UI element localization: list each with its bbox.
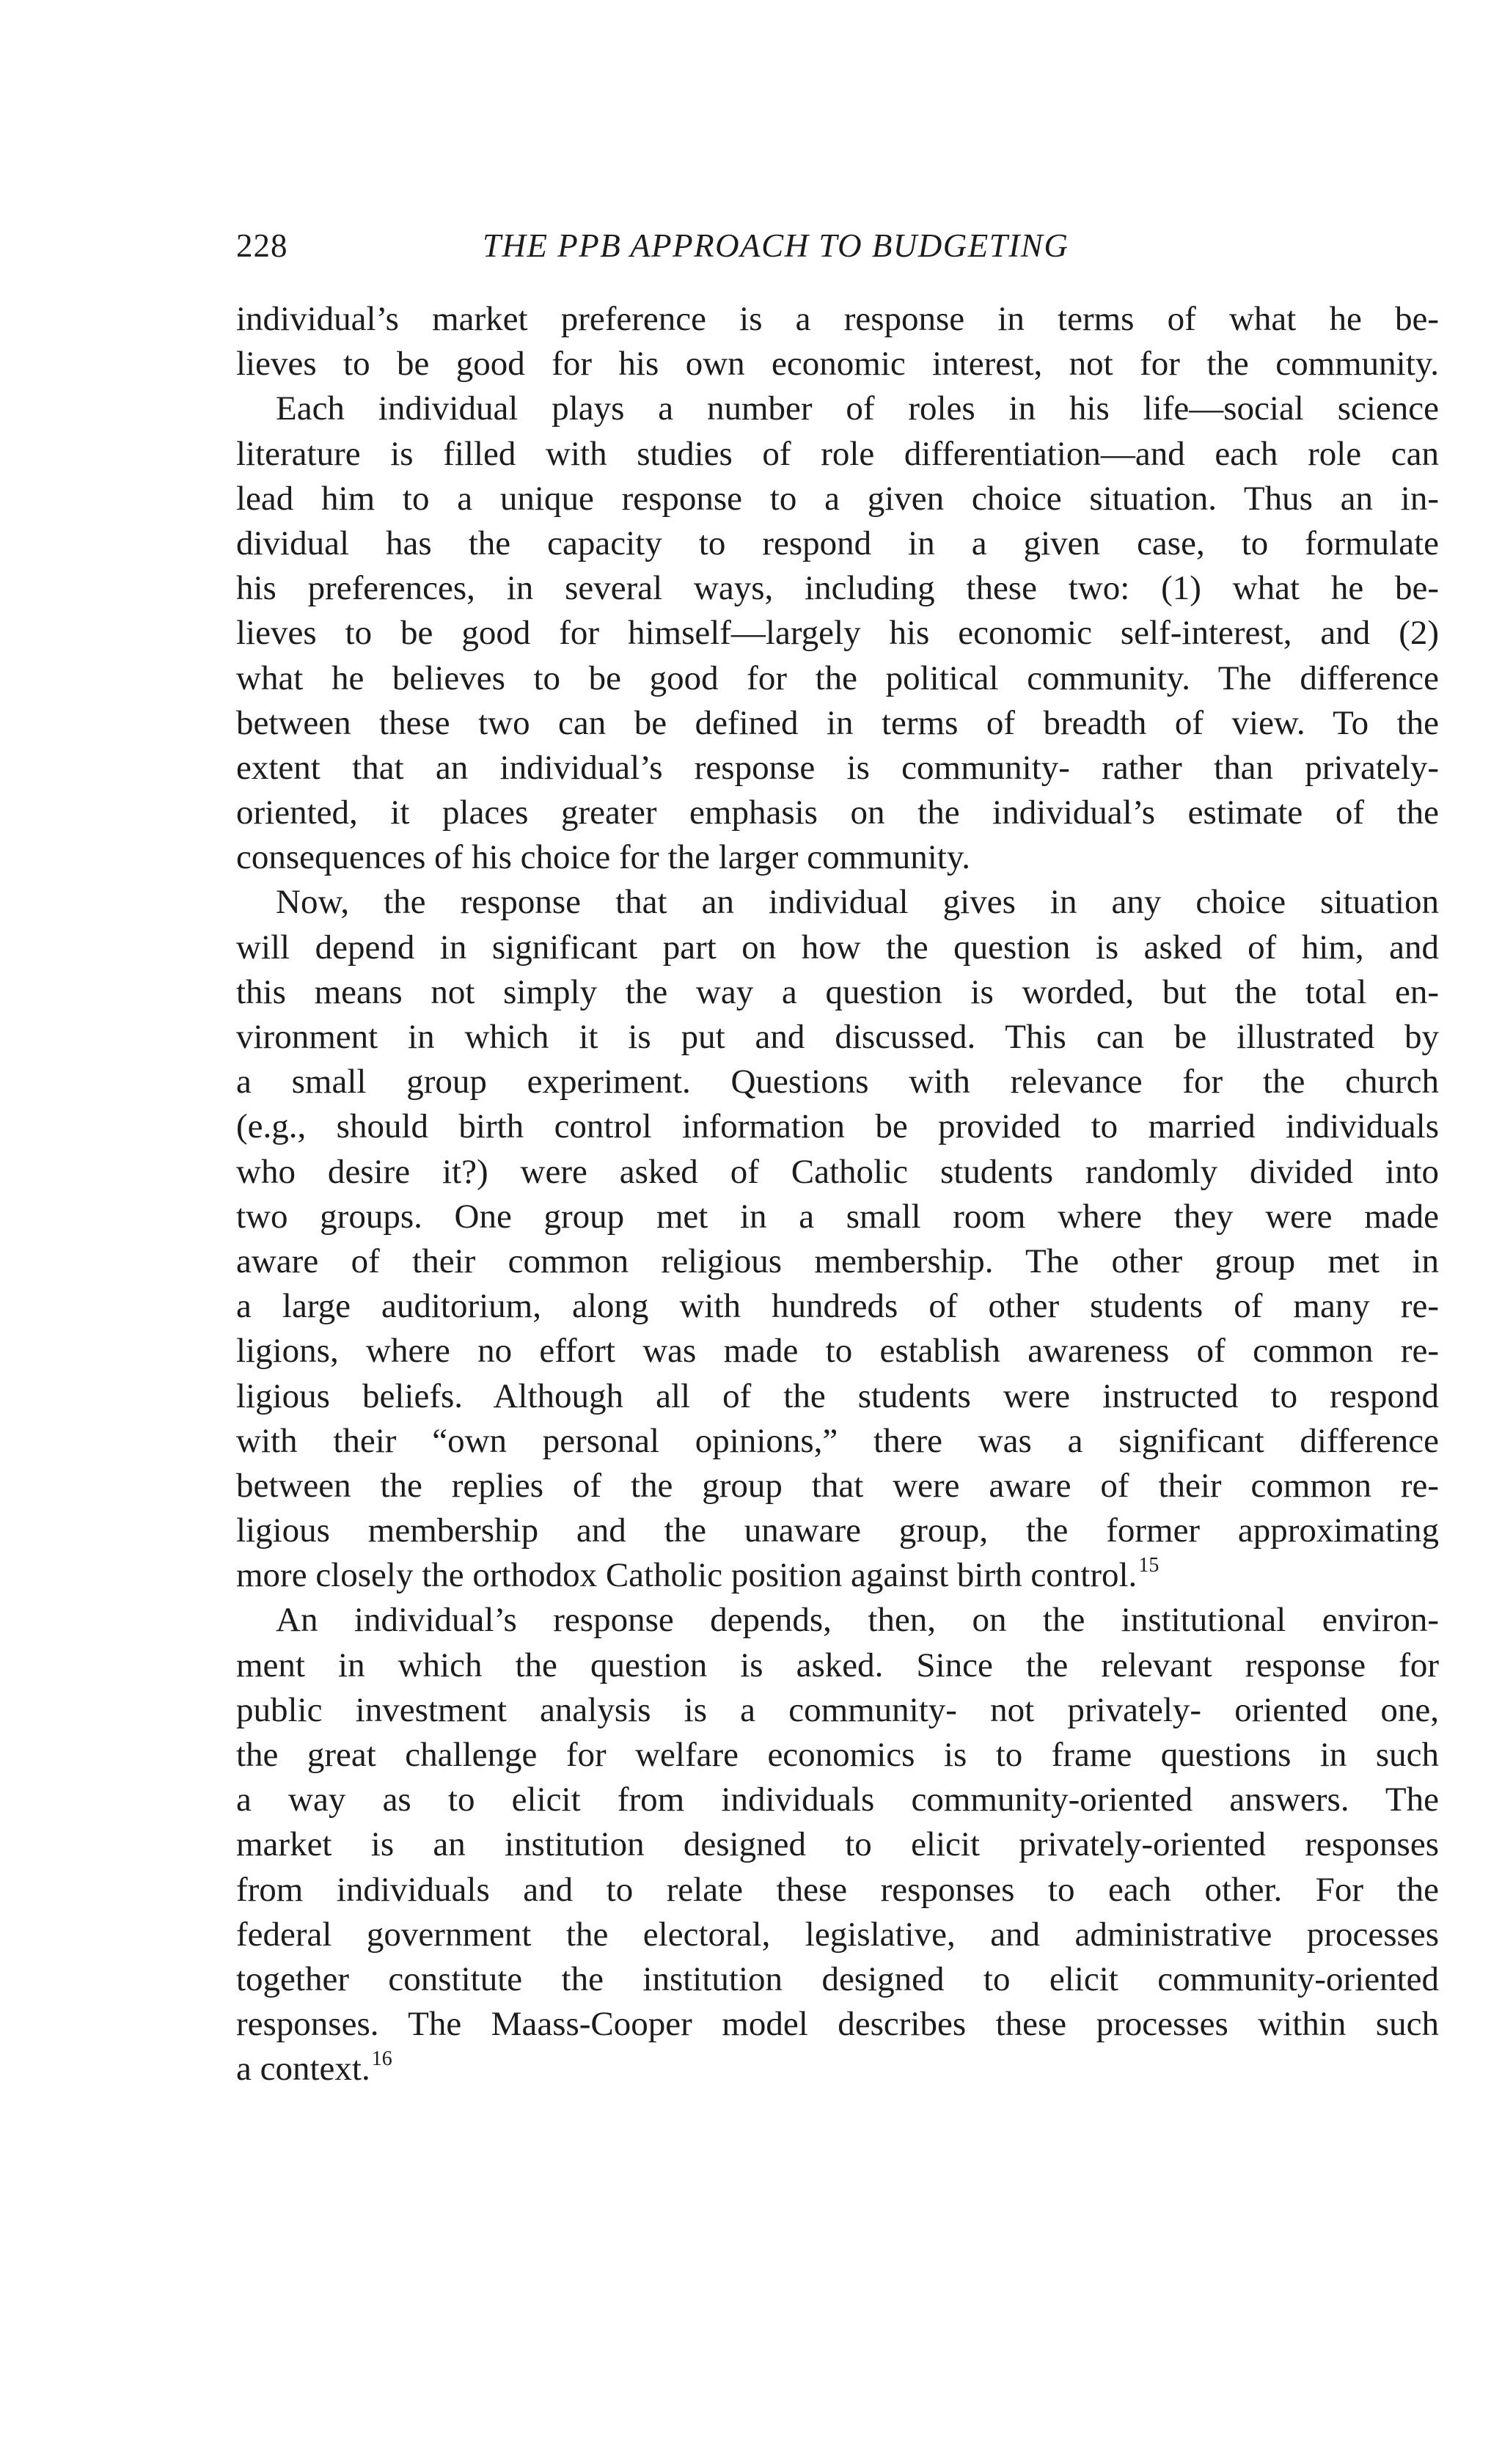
- text-line: responses. The Maass-Cooper model describes these processes within such: [236, 2005, 1439, 2044]
- text-line: a small group experiment. Questions with relevance for the church: [236, 1063, 1439, 1101]
- text-line: individual’s market preference is a response in terms of what he be-: [236, 300, 1439, 338]
- running-head-title: THE PPB APPROACH TO BUDGETING: [483, 227, 1069, 264]
- text-line: between the replies of the group that were aware of their common re-: [236, 1466, 1439, 1505]
- text-line: the great challenge for welfare economics is to frame questions in such: [236, 1736, 1439, 1774]
- text-line: Each individual plays a number of roles in his life—social science: [276, 389, 1439, 428]
- text-line: dividual has the capacity to respond in a given case, to formulate: [236, 524, 1439, 562]
- text-line: An individual’s response depends, then, on the institutional environ-: [276, 1601, 1439, 1640]
- text-line: aware of their common religious membership. The other group met in: [236, 1242, 1439, 1280]
- text-line: what he believes to be good for the political community. The difference: [236, 659, 1439, 697]
- text-line: ligious beliefs. Although all of the students were instructed to respond: [236, 1376, 1439, 1415]
- text-line: ligious membership and the unaware group, the former approximating: [236, 1511, 1439, 1550]
- text-line: a way as to elicit from individuals community-oriented answers. The: [236, 1781, 1439, 1819]
- text-line: lead him to a unique response to a given choice situation. Thus an in-: [236, 479, 1439, 518]
- text-line: lieves to be good for his own economic interest, not for the community.: [236, 345, 1439, 384]
- text-line: a large auditorium, along with hundreds of other students of many re-: [236, 1287, 1439, 1326]
- text-line: lieves to be good for himself—largely his economic self-interest, and (2): [236, 614, 1439, 653]
- text-line: literature is filled with studies of role differentiation—and each role can: [236, 434, 1439, 473]
- text-line: from individuals and to relate these responses to each other. For the: [236, 1870, 1439, 1909]
- text-line: between these two can be defined in terms of breadth of view. To the: [236, 703, 1439, 742]
- text-line: federal government the electoral, legislative, and administrative processes: [236, 1915, 1439, 1954]
- text-line: a context.: [236, 2050, 370, 2089]
- text-line: more closely the orthodox Catholic position against birth control.: [236, 1556, 1138, 1595]
- text-line: Now, the response that an individual gives in any choice situation: [276, 883, 1439, 922]
- text-line: ment in which the question is asked. Since the relevant response for: [236, 1646, 1439, 1684]
- footnote-ref-16: 16: [371, 2047, 392, 2071]
- text-line: this means not simply the way a question is worded, but the total en-: [236, 972, 1439, 1011]
- body-text: [236, 297, 1439, 2092]
- text-line: will depend in significant part on how the question is asked of him, and: [236, 928, 1439, 967]
- text-line-with-footnote: [236, 2047, 1439, 2091]
- text-line: with their “own personal opinions,” there was a significant difference: [236, 1421, 1439, 1460]
- text-line: public investment analysis is a community- not privately- oriented one,: [236, 1690, 1439, 1729]
- running-head: [236, 224, 1439, 268]
- page-number: 228: [236, 227, 288, 264]
- text-line: (e.g., should birth control information be provided to married individuals: [236, 1107, 1439, 1146]
- text-line: two groups. One group met in a small room where they were made: [236, 1197, 1439, 1236]
- footnote-ref-15: 15: [1138, 1554, 1160, 1577]
- text-line: together constitute the institution designed to elicit community-oriented: [236, 1959, 1439, 1998]
- text-line: vironment in which it is put and discussed. This can be illustrated by: [236, 1018, 1439, 1056]
- text-line: who desire it?) were asked of Catholic students randomly divided into: [236, 1152, 1439, 1191]
- text-line: oriented, it places greater emphasis on the individual’s estimate of the: [236, 793, 1439, 832]
- text-line: his preferences, in several ways, including these two: (1) what he be-: [236, 569, 1439, 608]
- text-line: ligions, where no effort was made to establish awareness of common re-: [236, 1332, 1439, 1371]
- text-line: market is an institution designed to elicit privately-oriented responses: [236, 1825, 1439, 1864]
- text-line-with-footnote: [236, 1553, 1439, 1598]
- text-line: extent that an individual’s response is community- rather than privately-: [236, 748, 1439, 787]
- text-line: consequences of his choice for the larger community.: [236, 838, 971, 877]
